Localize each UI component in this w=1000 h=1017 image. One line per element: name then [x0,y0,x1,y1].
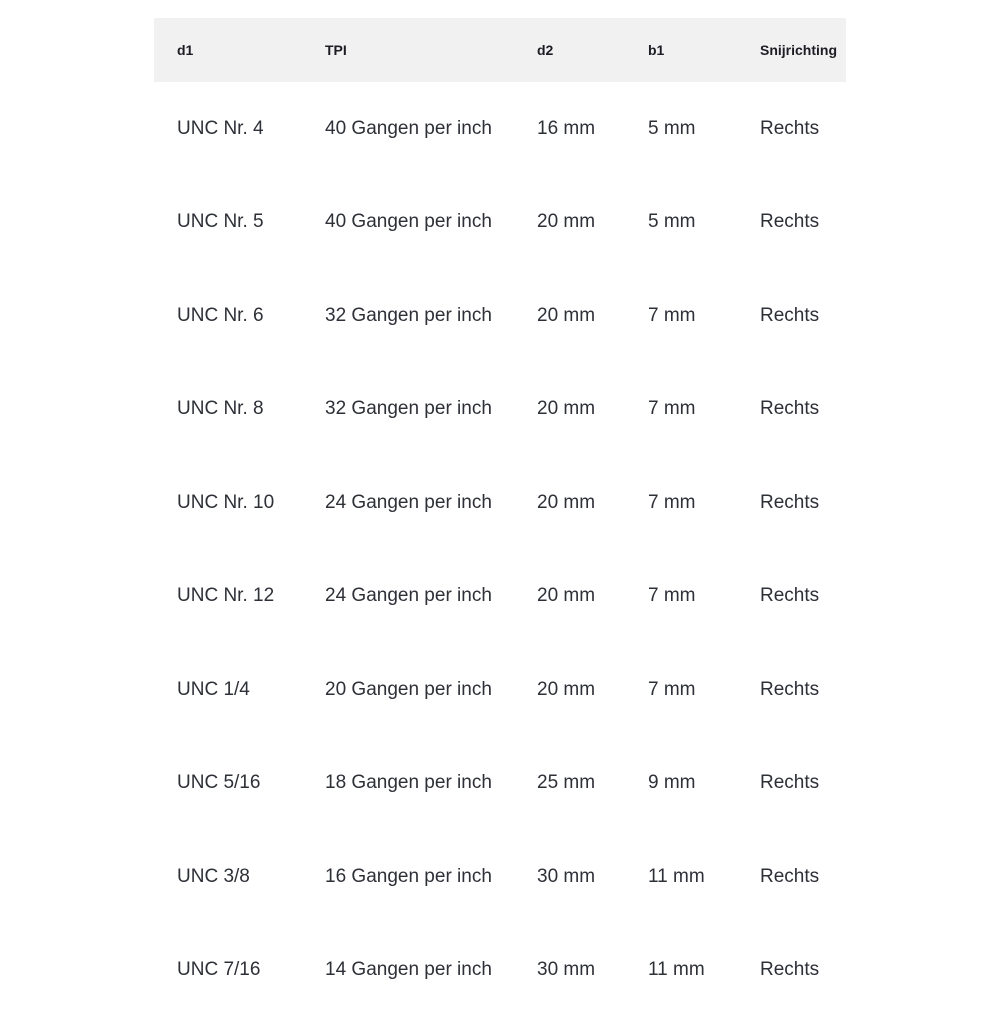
table-body [154,82,846,1017]
cell-snijrichting: Rechts [760,398,846,420]
cell-b1: 5 mm [648,211,760,233]
cell-d2: 30 mm [537,866,648,888]
cell-b1: 9 mm [648,772,760,794]
cell-d2: 20 mm [537,211,648,233]
cell-snijrichting: Rechts [760,211,846,233]
cell-d2: 30 mm [537,959,648,981]
cell-b1: 7 mm [648,492,760,514]
cell-b1: 11 mm [648,959,760,981]
cell-b1: 7 mm [648,398,760,420]
cell-snijrichting: Rechts [760,866,846,888]
column-header-b1: b1 [648,42,760,58]
column-header-d2: d2 [537,42,648,58]
cell-tpi: 16 Gangen per inch [325,866,537,888]
cell-b1: 7 mm [648,305,760,327]
cell-snijrichting: Rechts [760,959,846,981]
cell-d1: UNC Nr. 5 [177,211,325,233]
cell-tpi: 18 Gangen per inch [325,772,537,794]
cell-tpi: 24 Gangen per inch [325,492,537,514]
cell-d2: 20 mm [537,492,648,514]
table-row [154,269,846,363]
cell-snijrichting: Rechts [760,679,846,701]
table-header-row [154,18,846,82]
specification-table [154,18,846,1017]
cell-d1: UNC Nr. 6 [177,305,325,327]
cell-d1: UNC 3/8 [177,866,325,888]
table-row [154,737,846,831]
table-row [154,924,846,1017]
cell-snijrichting: Rechts [760,772,846,794]
cell-d2: 16 mm [537,118,648,140]
cell-snijrichting: Rechts [760,585,846,607]
cell-d1: UNC 5/16 [177,772,325,794]
cell-tpi: 20 Gangen per inch [325,679,537,701]
table-row [154,176,846,270]
cell-d1: UNC Nr. 10 [177,492,325,514]
cell-tpi: 40 Gangen per inch [325,118,537,140]
column-header-snijrichting: Snijrichting [760,42,846,58]
cell-d1: UNC 7/16 [177,959,325,981]
cell-snijrichting: Rechts [760,118,846,140]
cell-snijrichting: Rechts [760,305,846,327]
cell-b1: 7 mm [648,679,760,701]
cell-tpi: 24 Gangen per inch [325,585,537,607]
cell-d1: UNC Nr. 12 [177,585,325,607]
table-row [154,363,846,457]
cell-d2: 20 mm [537,585,648,607]
table-row [154,643,846,737]
table-row [154,830,846,924]
cell-tpi: 40 Gangen per inch [325,211,537,233]
cell-b1: 5 mm [648,118,760,140]
table-row [154,82,846,176]
column-header-d1: d1 [177,42,325,58]
column-header-tpi: TPI [325,42,537,58]
cell-tpi: 32 Gangen per inch [325,305,537,327]
cell-snijrichting: Rechts [760,492,846,514]
cell-d2: 20 mm [537,398,648,420]
table-row [154,456,846,550]
cell-d1: UNC 1/4 [177,679,325,701]
cell-b1: 11 mm [648,866,760,888]
cell-d1: UNC Nr. 8 [177,398,325,420]
cell-d2: 20 mm [537,679,648,701]
cell-d2: 25 mm [537,772,648,794]
cell-b1: 7 mm [648,585,760,607]
cell-d2: 20 mm [537,305,648,327]
cell-tpi: 14 Gangen per inch [325,959,537,981]
table-row [154,550,846,644]
cell-tpi: 32 Gangen per inch [325,398,537,420]
cell-d1: UNC Nr. 4 [177,118,325,140]
